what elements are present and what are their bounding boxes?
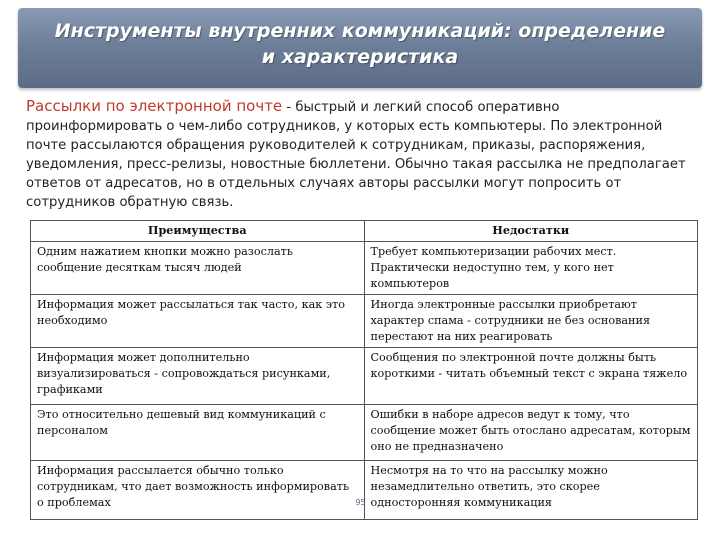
header-disadvantages: Недостатки (364, 221, 698, 242)
intro-lead-term: Рассылки по электронной почте (26, 97, 283, 115)
slide-title-line-2: и характеристика (261, 46, 459, 68)
table-header-row (31, 221, 698, 242)
disadvantage-cell: Ошибки в наборе адресов ведут к тому, что сообщение может быть отослано адресатам, которым оно не предназначено (364, 405, 698, 461)
slide-title-line-1: Инструменты внутренних коммуникаций: определение (54, 20, 666, 42)
page-number: 95 (355, 498, 366, 507)
intro-paragraph (26, 97, 698, 212)
table-row (31, 242, 698, 295)
slide-title (24, 18, 696, 70)
table-row (31, 295, 698, 348)
advantage-cell: Информация может рассылаться так часто, как это необходимо (31, 295, 365, 348)
advantage-cell: Одним нажатием кнопки можно разослать сообщение десяткам тысяч людей (31, 242, 365, 295)
disadvantage-cell: Иногда электронные рассылки приобретают характер спама - сотрудники не без основания перестают на них реагировать (364, 295, 698, 348)
disadvantage-cell: Несмотря на то что на рассылку можно незамедлительно ответить, это скорее односторонняя коммуникация (364, 461, 698, 520)
advantage-cell (31, 461, 365, 520)
advantage-cell-text: Информация рассылается обычно только сотрудникам, что дает возможность информировать о проблемах (37, 464, 350, 509)
table-row (31, 461, 698, 520)
disadvantage-cell: Требует компьютеризации рабочих мест. Практически недоступно тем, у кого нет компьютеров (364, 242, 698, 295)
table-row (31, 405, 698, 461)
table-row (31, 348, 698, 405)
comparison-table (30, 220, 698, 520)
advantage-cell: Это относительно дешевый вид коммуникаций с персоналом (31, 405, 365, 461)
advantage-cell: Информация может дополнительно визуализироваться - сопровождаться рисунками, графиками (31, 348, 365, 405)
disadvantage-cell: Сообщения по электронной почте должны быть короткими - читать объемный текст с экрана тяжело (364, 348, 698, 405)
intro-body-text: - быстрый и легкий способ оперативно проинформировать о чем-либо сотрудников, у которых есть компьютеры. По электронной почте рассылаются обращения руководителей к сотрудникам, приказы, распоряжения, уведомления, пресс-релизы, новостные бюллетени. Обычно такая рассылка не предполагает ответов от адресатов, но в отдельных случаях авторы рассылки могут попросить от сотрудников обратную связь. (26, 100, 686, 210)
header-advantages: Преимущества (31, 221, 365, 242)
